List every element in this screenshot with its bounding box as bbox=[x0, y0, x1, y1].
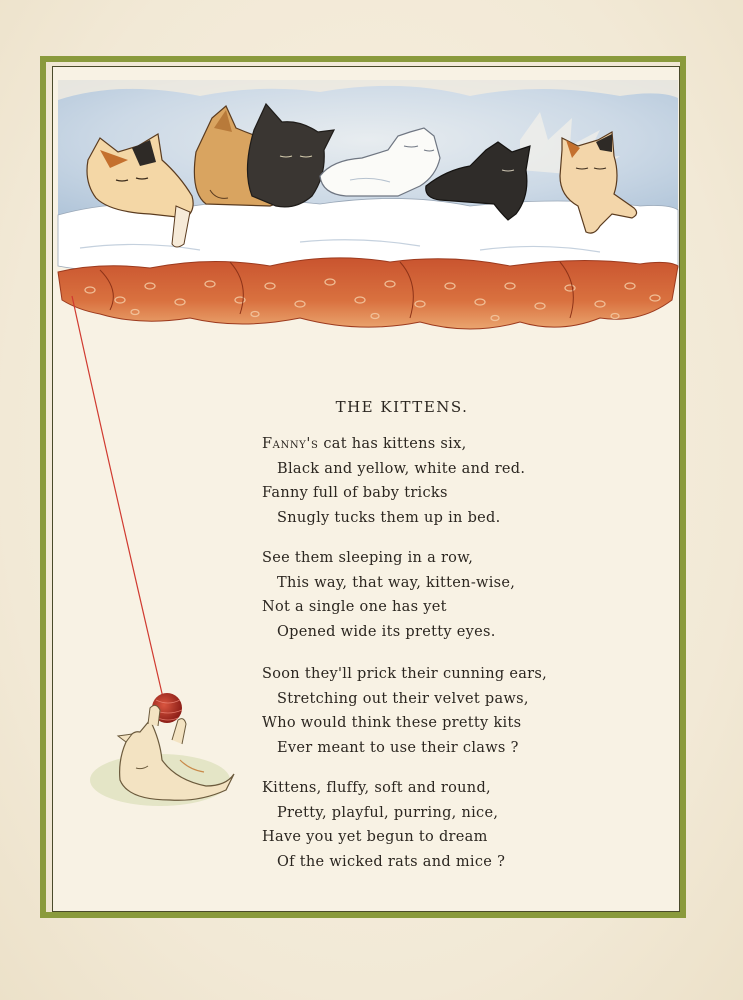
poem-line: This way, that way, kitten-wise, bbox=[277, 574, 516, 591]
poem-line bbox=[262, 432, 642, 457]
poem-stanza-3 bbox=[262, 662, 642, 760]
poem-line: Kittens, fluffy, soft and round, bbox=[262, 780, 491, 796]
poem-line: See them sleeping in a row, bbox=[262, 550, 474, 566]
bedcover bbox=[58, 258, 678, 329]
poem-line: Snugly tucks them up in bed. bbox=[277, 509, 501, 526]
poem-stanza-2 bbox=[262, 546, 642, 644]
poem-line: Opened wide its pretty eyes. bbox=[277, 623, 496, 640]
poem-line: Stretching out their velvet paws, bbox=[277, 690, 529, 707]
poem-line: Who would think these pretty kits bbox=[262, 715, 522, 731]
poem-line-rest: cat has kittens six, bbox=[318, 436, 467, 452]
poem-stanza-4 bbox=[262, 776, 642, 874]
poem-line: Ever meant to use their claws ? bbox=[277, 739, 519, 756]
poem-line: Soon they'll prick their cunning ears, bbox=[262, 666, 548, 682]
poem-title: THE KITTENS. bbox=[335, 398, 469, 416]
poem-line: Of the wicked rats and mice ? bbox=[277, 853, 506, 870]
poem-line-lead: Fanny's bbox=[262, 436, 319, 452]
poem-stanza-1 bbox=[262, 432, 642, 530]
poem-line: Pretty, playful, purring, nice, bbox=[277, 804, 499, 821]
poem-line: Not a single one has yet bbox=[262, 599, 447, 615]
poem-line: Have you yet begun to dream bbox=[262, 829, 488, 845]
poem-line: Black and yellow, white and red. bbox=[277, 460, 526, 477]
poem-line: Fanny full of baby tricks bbox=[262, 485, 448, 501]
yarn-string bbox=[72, 296, 164, 702]
